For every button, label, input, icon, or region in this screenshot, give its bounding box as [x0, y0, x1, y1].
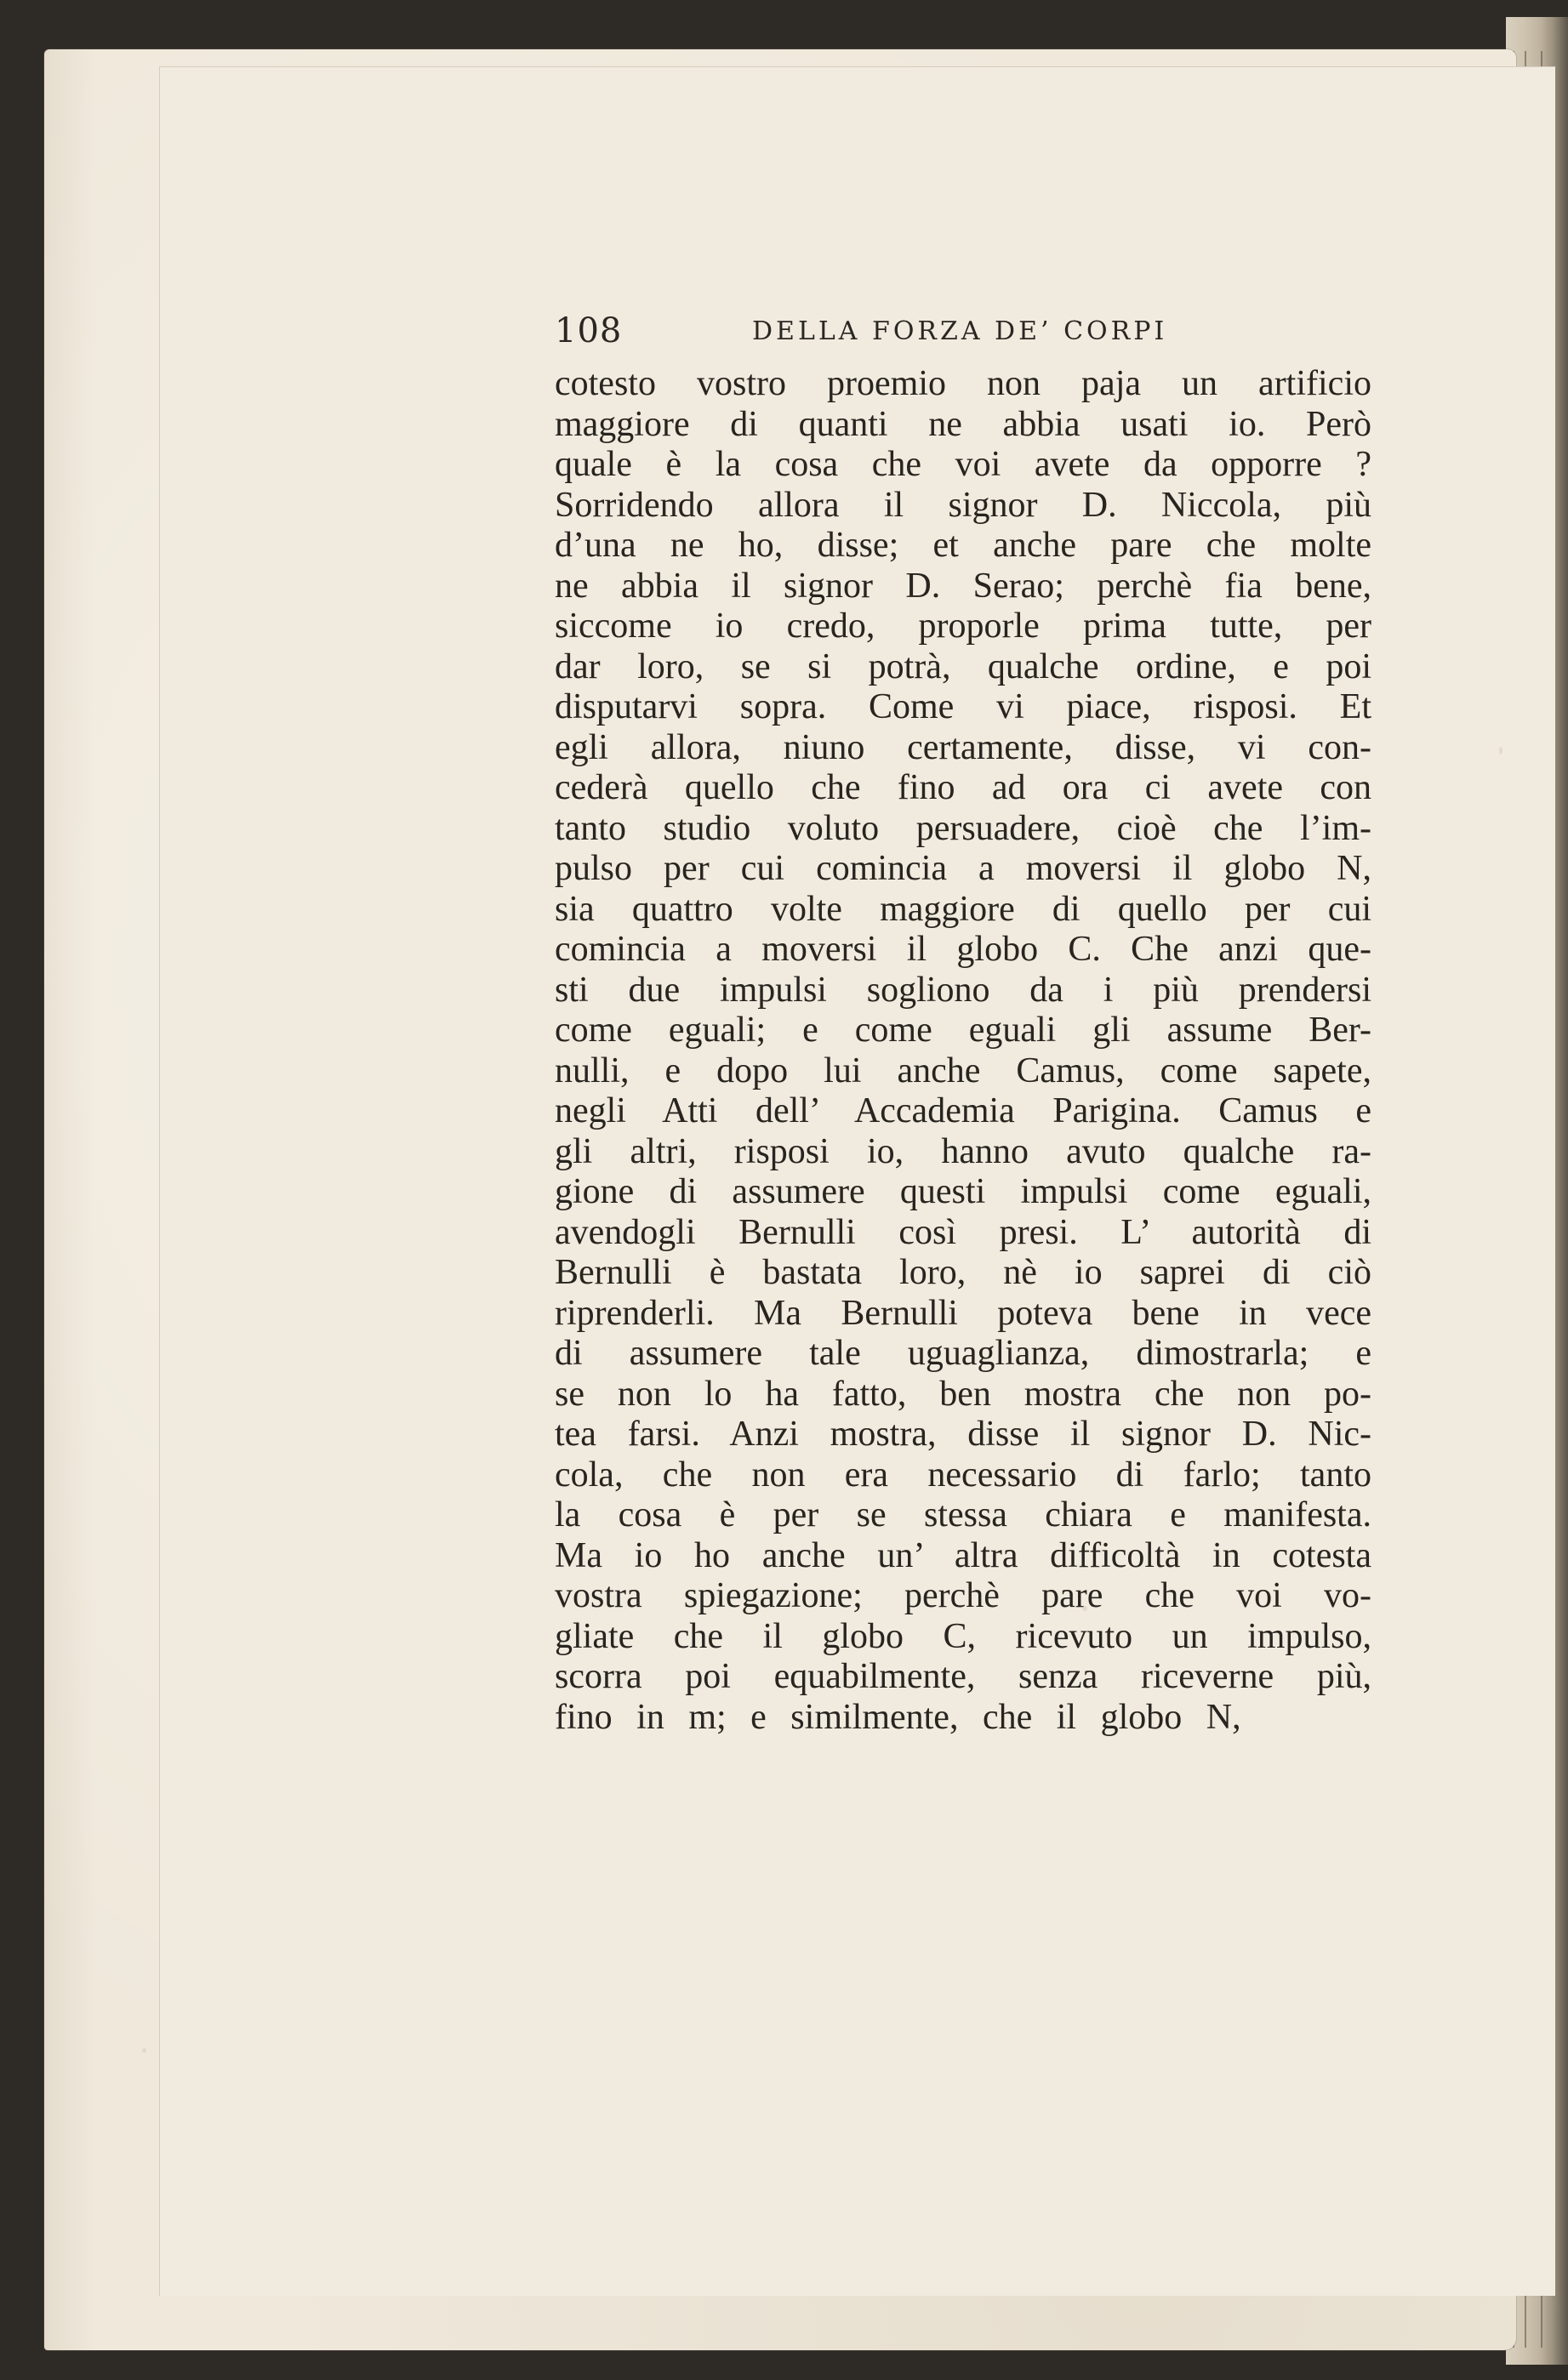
text-line: disputarvi sopra. Come vi piace, risposi. Et — [555, 687, 1371, 726]
text-line: sia quattro volte maggiore di quello per cui — [555, 889, 1371, 929]
text-line: nulli, e dopo lui anche Camus, come sapete, — [555, 1051, 1371, 1090]
text-line: cederà quello che fino ad ora ci avete con — [555, 768, 1371, 807]
text-line: dar loro, se si potrà, qualche ordine, e poi — [555, 646, 1371, 686]
text-line: cotesto vostro proemio non paja un artificio — [555, 364, 1371, 403]
text-line: gliate che il globo C, ricevuto un impulso, — [555, 1616, 1371, 1656]
text-line: Ma io ho anche un’ altra difficoltà in cotesta — [555, 1535, 1371, 1575]
text-line: avendogli Bernulli così presi. L’ autorità di — [555, 1212, 1371, 1252]
text-line: vostra spiegazione; perchè pare che voi vo- — [555, 1576, 1371, 1615]
running-title: DELLA FORZA DE’ CORPI — [752, 316, 1168, 346]
text-line: se non lo ha fatto, ben mostra che non po- — [555, 1374, 1371, 1414]
text-line: comincia a moversi il globo C. Che anzi que- — [555, 930, 1371, 969]
text-line: egli allora, niuno certamente, disse, vi con- — [555, 727, 1371, 767]
text-line: scorra poi equabilmente, senza riceverne più, — [555, 1657, 1371, 1696]
text-line: tanto studio voluto persuadere, cioè che l’im- — [555, 808, 1371, 848]
text-line: negli Atti dell’ Accademia Parigina. Camus e — [555, 1091, 1371, 1130]
text-line: Bernulli è bastata loro, nè io saprei di ciò — [555, 1253, 1371, 1292]
page-number: 108 — [555, 311, 623, 350]
text-line: pulso per cui comincia a moversi il globo N, — [555, 849, 1371, 888]
text-line: quale è la cosa che voi avete da opporre ? — [555, 445, 1371, 484]
running-head — [555, 311, 1371, 362]
body-text — [555, 364, 1371, 1738]
text-line: ne abbia il signor D. Serao; perchè fia bene, — [555, 566, 1371, 606]
text-line: di assumere tale uguaglianza, dimostrarla; e — [555, 1334, 1371, 1373]
text-line: tea farsi. Anzi mostra, disse il signor D. Nic- — [555, 1415, 1371, 1454]
text-line: gione di assumere questi impulsi come eguali, — [555, 1172, 1371, 1211]
text-line: fino in m; e similmente, che il globo N, — [555, 1697, 1241, 1737]
text-line: la cosa è per se stessa chiara e manifesta. — [555, 1495, 1371, 1534]
foxing-spot — [1499, 747, 1502, 754]
text-line: come eguali; e come eguali gli assume Ber- — [555, 1011, 1371, 1050]
text-line: maggiore di quanti ne abbia usati io. Però — [555, 404, 1371, 444]
text-line: cola, che non era necessario di farlo; tanto — [555, 1455, 1371, 1495]
text-line: riprenderli. Ma Bernulli poteva bene in vece — [555, 1293, 1371, 1333]
text-line: siccome io credo, proporle prima tutte, per — [555, 606, 1371, 646]
text-line: gli altri, risposi io, hanno avuto qualche ra- — [555, 1131, 1371, 1171]
foxing-spot — [142, 2048, 146, 2053]
text-line: d’una ne ho, disse; et anche pare che molte — [555, 526, 1371, 565]
text-line: sti due impulsi sogliono da i più prendersi — [555, 970, 1371, 1010]
text-line: Sorridendo allora il signor D. Niccola, più — [555, 485, 1371, 525]
